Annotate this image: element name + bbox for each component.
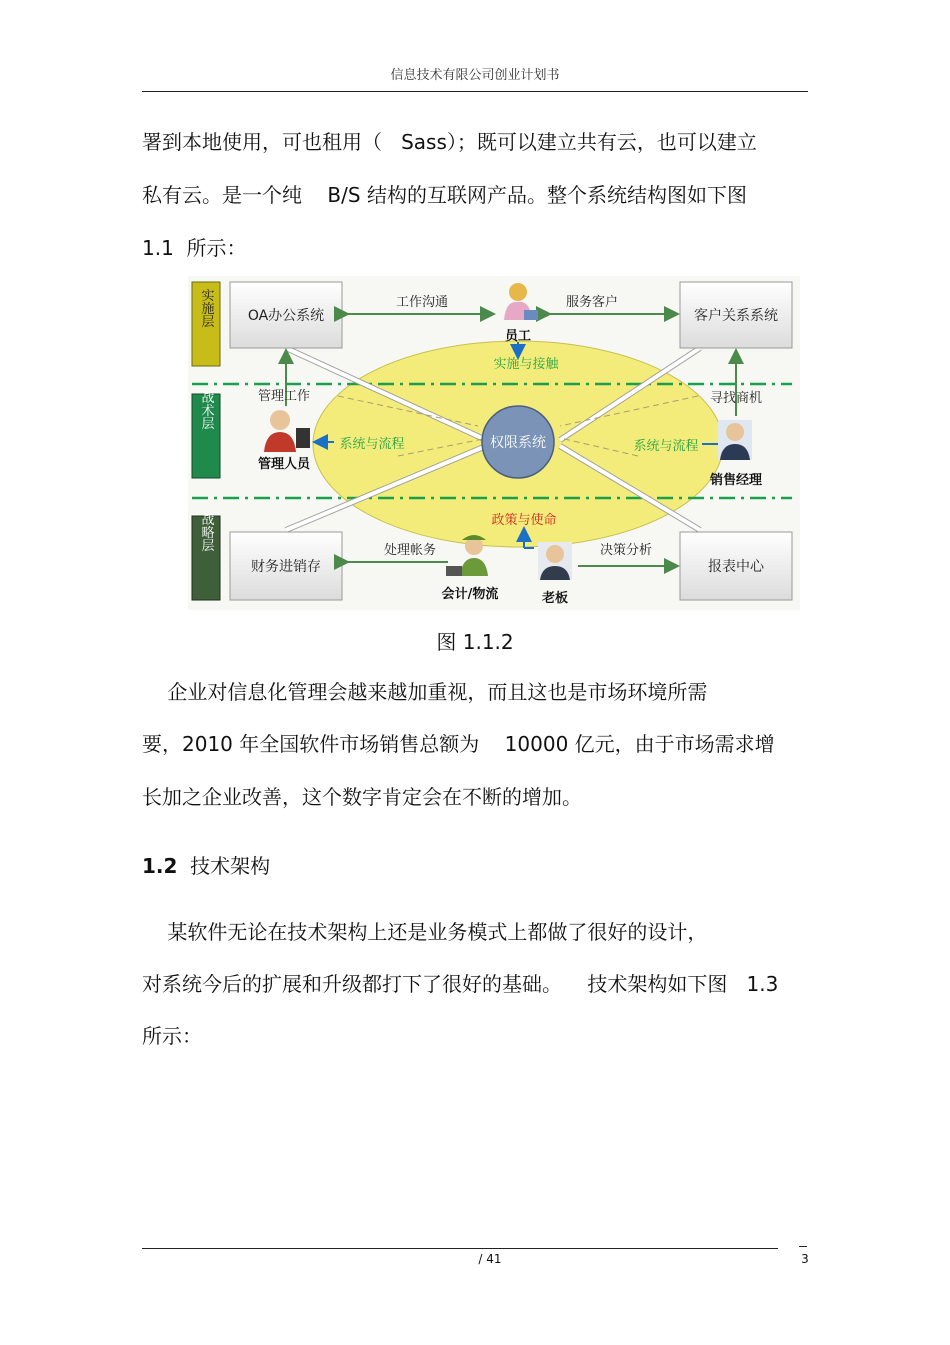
paragraph-line: 某软件无论在技术架构上还是业务模式上都做了很好的设计， (142, 920, 708, 944)
manager-label: 管理人员 (257, 457, 311, 472)
work-comm-label: 工作沟通 (395, 295, 449, 310)
paragraph-line: 1.1 所示： (142, 236, 247, 260)
paragraph-line: 企业对信息化管理会越来越加重视，而且这也是市场环境所需 (142, 680, 708, 704)
footer-page-total: / 41 (478, 1252, 502, 1266)
finance-box-label: 财务进销存 (251, 559, 321, 575)
layer-strategy-label: 战略层 (198, 512, 214, 552)
manage-work-label: 管理工作 (257, 389, 311, 404)
footer-dash (799, 1246, 807, 1247)
sales-label: 销售经理 (709, 473, 763, 488)
policy-label: 政策与使命 (491, 513, 557, 528)
employee-label: 员工 (504, 329, 532, 344)
section-title: 技术架构 (190, 854, 271, 878)
diagram-shape (296, 428, 310, 448)
figure-caption: 图 1.1.2 (436, 630, 514, 654)
footer-page-number: 3 (801, 1252, 809, 1266)
header-title: 信息技术有限公司创业计划书 (390, 68, 560, 83)
accountant-label: 会计/物流 (441, 587, 499, 602)
diagram-shape (509, 283, 527, 301)
paragraph-line: 要，2010 年全国软件市场销售总额为 10000 亿元，由于市场需求增 (142, 732, 775, 756)
service-label: 服务客户 (565, 295, 619, 310)
header-rule (142, 91, 808, 92)
layer-tactic-label: 战术层 (198, 390, 214, 430)
diagram-shape (524, 310, 538, 320)
footer-rule (142, 1248, 778, 1249)
paragraph-line: 署到本地使用，可也租用（ Sass）；既可以建立共有云，也可以建立 (142, 130, 757, 154)
center-label: 权限系统 (490, 435, 546, 451)
paragraph-line: 长加之企业改善，这个数字肯定会在不断的增加。 (142, 785, 582, 809)
diagram-shape (546, 545, 564, 563)
accounts-label: 处理帐务 (383, 543, 437, 558)
crm-box-label: 客户关系系统 (694, 308, 778, 324)
boss-icon (538, 542, 572, 580)
section-heading (142, 854, 270, 878)
sales-manager-icon (718, 420, 752, 460)
system-structure-diagram (188, 276, 800, 610)
paragraph-line: 私有云。是一个纯 B/S 结构的互联网产品。整个系统结构图如下图 (142, 183, 747, 207)
impl-label: 实施与接触 (493, 357, 559, 372)
oa-box-label: OA办公系统 (247, 308, 325, 324)
diagram-shape (726, 423, 744, 441)
paragraph-line: 所示： (142, 1024, 202, 1048)
sys-flow-right-label: 系统与流程 (633, 439, 699, 454)
paragraph-line: 对系统今后的扩展和升级都打下了很好的基础。 技术架构如下图 1.3 (142, 972, 779, 996)
layer-impl-label: 实施层 (198, 288, 214, 328)
report-box-label: 报表中心 (708, 559, 764, 575)
sys-flow-left-label: 系统与流程 (339, 437, 405, 452)
section-number: 1.2 (142, 854, 178, 878)
find-biz-label: 寻找商机 (709, 391, 763, 406)
boss-label: 老板 (541, 591, 569, 606)
decision-label: 决策分析 (599, 543, 653, 558)
diagram-shape (270, 410, 290, 430)
diagram-shape (446, 566, 462, 576)
